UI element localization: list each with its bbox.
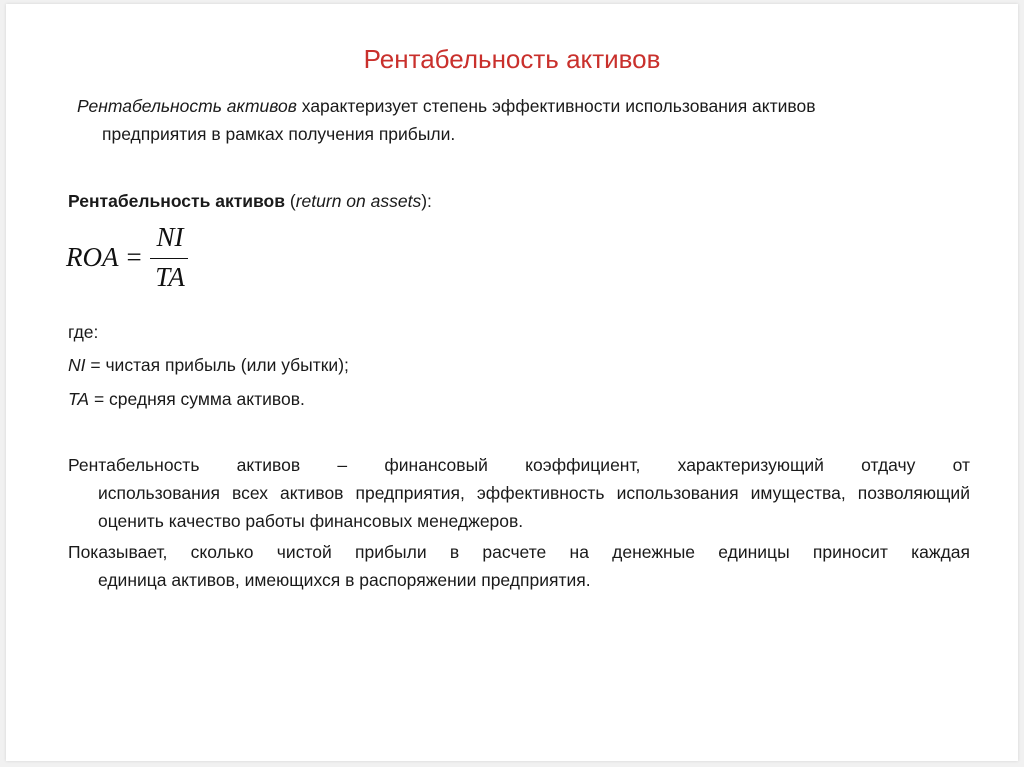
description-line1: Рентабельность активов – финансовый коэффициент, характеризующий отдачу от (68, 455, 970, 475)
ta-definition-text: = средняя сумма активов. (89, 389, 305, 409)
shows-paragraph (68, 538, 970, 594)
slide-title: Рентабельность активов (363, 44, 661, 74)
ni-variable: NI (68, 355, 86, 375)
ni-definition (68, 351, 349, 379)
roa-formula (62, 222, 262, 296)
intro-text-line2: предприятия в рамках получения прибыли. (102, 124, 456, 144)
ni-definition-text: = чистая прибыль (или убытки); (85, 355, 349, 375)
ta-variable: TA (68, 389, 90, 409)
ta-definition (68, 385, 305, 413)
where-label: где: (68, 322, 99, 342)
formula-lhs: ROA = (66, 242, 143, 272)
formula-denominator: TA (155, 262, 185, 292)
formula-fraction-bar (150, 258, 188, 259)
description-paragraph (68, 451, 970, 535)
description-rest: использования всех активов предприятия, эффективность использования имущества, позволяющий оценить качество работы финансовых менеджеров. (98, 483, 970, 531)
intro-text-line1: характеризует степень эффективности использования активов (296, 96, 816, 116)
roa-heading-bold: Рентабельность активов (68, 191, 286, 211)
roa-heading (68, 187, 432, 215)
formula-numerator: NI (156, 222, 184, 252)
slide (6, 4, 1018, 761)
roa-heading-english: return on assets (295, 191, 422, 211)
roa-heading-close: ): (421, 191, 432, 211)
intro-paragraph (72, 92, 1002, 148)
shows-rest: единица активов, имеющихся в распоряжении предприятия. (98, 570, 591, 590)
intro-italic-term: Рентабельность активов (77, 96, 297, 116)
shows-line1: Показывает, сколько чистой прибыли в расчете на денежные единицы приносит каждая (68, 542, 970, 562)
roa-heading-open: ( (285, 191, 296, 211)
